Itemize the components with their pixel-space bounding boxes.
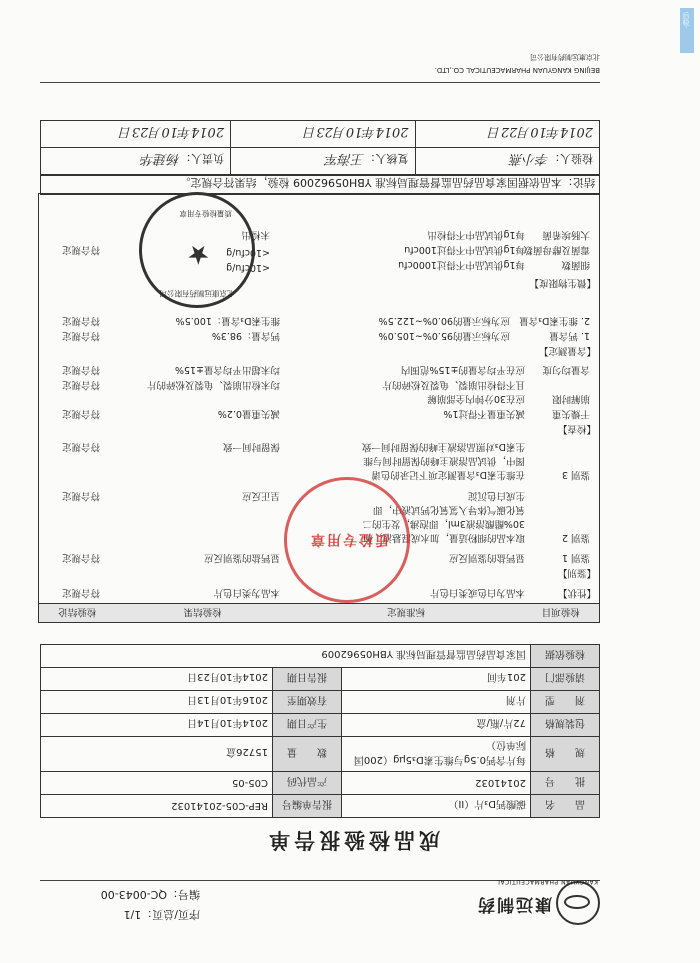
header	[40, 880, 600, 931]
info-label: 批 号	[531, 772, 600, 795]
approver-label: 负责人：	[180, 152, 225, 166]
footer-company-en: BEIJING KANGYUAN PHARMACEUTICAL CO.,LTD.	[434, 66, 600, 74]
jb2-result: 呈正反应	[241, 490, 280, 501]
info-label: 规 格	[531, 737, 600, 772]
inspector-signature: 李小燕	[509, 151, 549, 167]
reviewer-label: 复核人：	[364, 152, 409, 166]
info-row	[41, 795, 600, 818]
company-stamp	[139, 192, 255, 308]
info-value: 201车间	[342, 668, 531, 691]
info-label: 有效期至	[273, 691, 342, 714]
company-logo-icon	[556, 881, 600, 925]
page-label	[124, 907, 200, 923]
wsw-conclusion: 符合规定	[61, 244, 100, 255]
bx1-conclusion: 符合规定	[61, 408, 100, 419]
info-value: 15726盒	[41, 737, 273, 772]
wsw1-spec: 每1g供试品中不得过1000cfu	[398, 259, 525, 270]
footer-company-cn: 北京康远制药有限公司	[530, 53, 600, 61]
jb2-conclusion: 符合规定	[61, 490, 100, 501]
jb3-result: 保留时间一致	[222, 441, 280, 452]
info-value: 每片含钙0.5g与维生素D₃5μg（200国际单位）	[342, 737, 531, 772]
jb2-text-1: 取本品的细粉适量，加水成混悬液，加	[363, 532, 525, 543]
info-value: 碳酸钙D₃片（II）	[342, 795, 531, 818]
report-title: 成品检验报告单	[265, 828, 440, 853]
jb3-label: 鉴别 3	[561, 469, 590, 480]
xz-result: 本品为类白色片	[213, 587, 280, 598]
info-label: 品 名	[531, 795, 600, 818]
info-label: 剂 型	[531, 691, 600, 714]
jb2-label: 鉴别 2	[561, 532, 590, 543]
wsw3-label: 大肠埃希菌	[542, 229, 590, 240]
company-name: 康远制药	[476, 894, 552, 914]
wsw3-spec: 每1g供试品中不得检出	[427, 229, 525, 240]
info-table	[40, 644, 600, 818]
doc-number	[101, 887, 200, 903]
doc-number-value: QC-0043-00	[100, 888, 167, 901]
hl1-spec: 应为标示量的95.0%~105.0%	[378, 330, 510, 341]
info-value: C05-05	[41, 772, 273, 795]
info-row	[41, 668, 600, 691]
bx2-spec: 应在30分钟内全部崩解	[427, 393, 525, 404]
wsw1-result: <10cfu/g	[226, 262, 270, 273]
reviewer-signature: 王海军	[325, 151, 365, 167]
jb1-spec: 显钙盐的鉴别反应	[448, 552, 525, 563]
xz-conclusion: 符合规定	[61, 587, 100, 598]
info-label: 报告单编号	[273, 795, 342, 818]
hl1-conclusion: 符合规定	[61, 330, 100, 341]
info-value: 2014年10月23日	[41, 668, 273, 691]
jb3-conclusion: 符合规定	[61, 441, 100, 452]
jb1-conclusion: 符合规定	[61, 552, 100, 563]
bx3-label: 含量均匀度	[542, 364, 590, 375]
info-value: 72片/瓶/盒	[342, 714, 531, 737]
bx1-spec: 减失重量不得过1%	[443, 408, 525, 419]
col-spec: 标准规定	[387, 606, 426, 617]
side-tab-label: 后检·	[682, 12, 690, 29]
jb2-text-4: 生成白色沉淀	[467, 490, 525, 501]
inspector-label: 检验人：	[549, 152, 593, 166]
conclusion: 结论：本品依据国家食品药品监督管理局标准 YBH05962009 检验，结果符合规定。	[40, 175, 600, 195]
col-result: 检验结果	[183, 606, 222, 617]
bx2-result-2: 均未检出崩裂、龟裂及松碎的片	[146, 379, 280, 390]
info-row	[41, 714, 600, 737]
approver-date: 2014年10月23日	[41, 121, 231, 148]
approver-signature: 杨建华	[141, 151, 181, 167]
wsw2-spec: 每1g供试品中不得过100cfu	[404, 244, 525, 255]
info-row	[41, 737, 600, 772]
bx3-conclusion: 符合规定	[61, 364, 100, 375]
jb3-text-2: 图中，供试品溶液主峰的保留时间与维	[363, 455, 525, 466]
bx3-spec: 应在平均含量的±15%范围内	[400, 364, 525, 375]
inspector-date: 2014年10月22日	[415, 121, 599, 148]
info-label: 生产日期	[273, 714, 342, 737]
hl2-spec: 应为标示量的90.0%~122.5%	[378, 315, 510, 326]
jb2-text-2: 30%醋酸溶液3ml，即泡沸，发生的二	[362, 518, 525, 529]
bx2-result: 且不得检出崩裂、龟裂及松碎的片	[382, 379, 525, 390]
info-label: 包装规格	[531, 714, 600, 737]
wsw2-result: <10cfu/g	[226, 247, 270, 258]
info-label: 数 量	[273, 737, 342, 772]
quality-stamp-text: 质检专用章	[309, 531, 389, 547]
bx2-label: 崩解时限	[551, 393, 590, 404]
wsw3-result: 未检出	[241, 229, 270, 240]
info-value: 20141032	[342, 772, 531, 795]
signature-table	[40, 120, 600, 175]
basis-label: 检验依据	[531, 645, 600, 668]
quality-stamp	[284, 477, 410, 603]
page-label-text: 序页/总页：	[141, 908, 200, 921]
jb1-result: 显钙盐的鉴别反应	[203, 552, 280, 563]
company-stamp-text: 北京康远制药有限公司	[159, 289, 235, 298]
jb3-text-3: 生素D₃对照品溶液主峰的保留时间一致	[361, 441, 525, 452]
hl1-result: 钙含量：98.3%	[211, 330, 280, 341]
basis-value: 国家食品药品监督管理局标准 YBH05962009	[41, 645, 531, 668]
sec-jiancha: 【检查】	[557, 423, 596, 434]
reviewer-date: 2014年10月23日	[231, 121, 415, 148]
doc-number-label: 编号：	[167, 888, 200, 901]
info-value: 2014年10月14日	[41, 714, 273, 737]
hl2-label: 2. 维生素D₃含量	[519, 315, 590, 326]
footer	[40, 53, 600, 83]
company-name-en: KANGYUAN PHARMACEUTICAL	[496, 878, 598, 885]
wsw2-label: 霉菌及酵母菌数	[523, 244, 590, 255]
page-value: 1/1	[123, 908, 142, 921]
info-value: 2016年10月13日	[41, 691, 273, 714]
info-value: REP-C05-20141032	[41, 795, 273, 818]
col-conclusion: 检验结论	[58, 606, 97, 617]
bx3-result: 均未超出平均含量±15%	[174, 364, 280, 375]
wsw1-label: 细菌数	[561, 259, 590, 270]
sec-hanliang: 【含量测定】	[538, 345, 596, 356]
jb3-text-1: 在维生素D₃含量测定项下记录的色谱	[371, 469, 525, 480]
sec-jianbie: 【鉴别】	[557, 567, 596, 578]
info-value: 片剂	[342, 691, 531, 714]
star-icon: ★	[186, 239, 210, 269]
col-item: 检验项目	[541, 606, 580, 617]
bx2-conclusion: 符合规定	[61, 379, 100, 390]
sec-xingzhuang: 【性状】	[557, 587, 596, 598]
xz-spec: 本品为白色或类白色片	[429, 587, 525, 598]
hl2-conclusion: 符合规定	[61, 315, 100, 326]
info-row	[41, 772, 600, 795]
bx1-label: 干燥失重	[551, 408, 590, 419]
results-header	[39, 603, 599, 622]
company-stamp-sub: 质量检验专用章	[179, 209, 232, 218]
info-label: 产品代码	[273, 772, 342, 795]
info-label: 报告日期	[273, 668, 342, 691]
hl2-result: 维生素D₃含量：100.5%	[175, 315, 280, 326]
jb2-text-3: 氧化碳气体导入氢氧化钙试液中，即	[372, 504, 525, 515]
bx1-result: 减失重量0.2%	[217, 408, 280, 419]
hl1-label: 1. 钙含量	[549, 330, 590, 341]
jb1-label: 鉴别 1	[561, 552, 590, 563]
sec-weishengwu: 【微生物限度】	[529, 277, 596, 288]
info-label: 请验部门	[531, 668, 600, 691]
info-row	[41, 691, 600, 714]
